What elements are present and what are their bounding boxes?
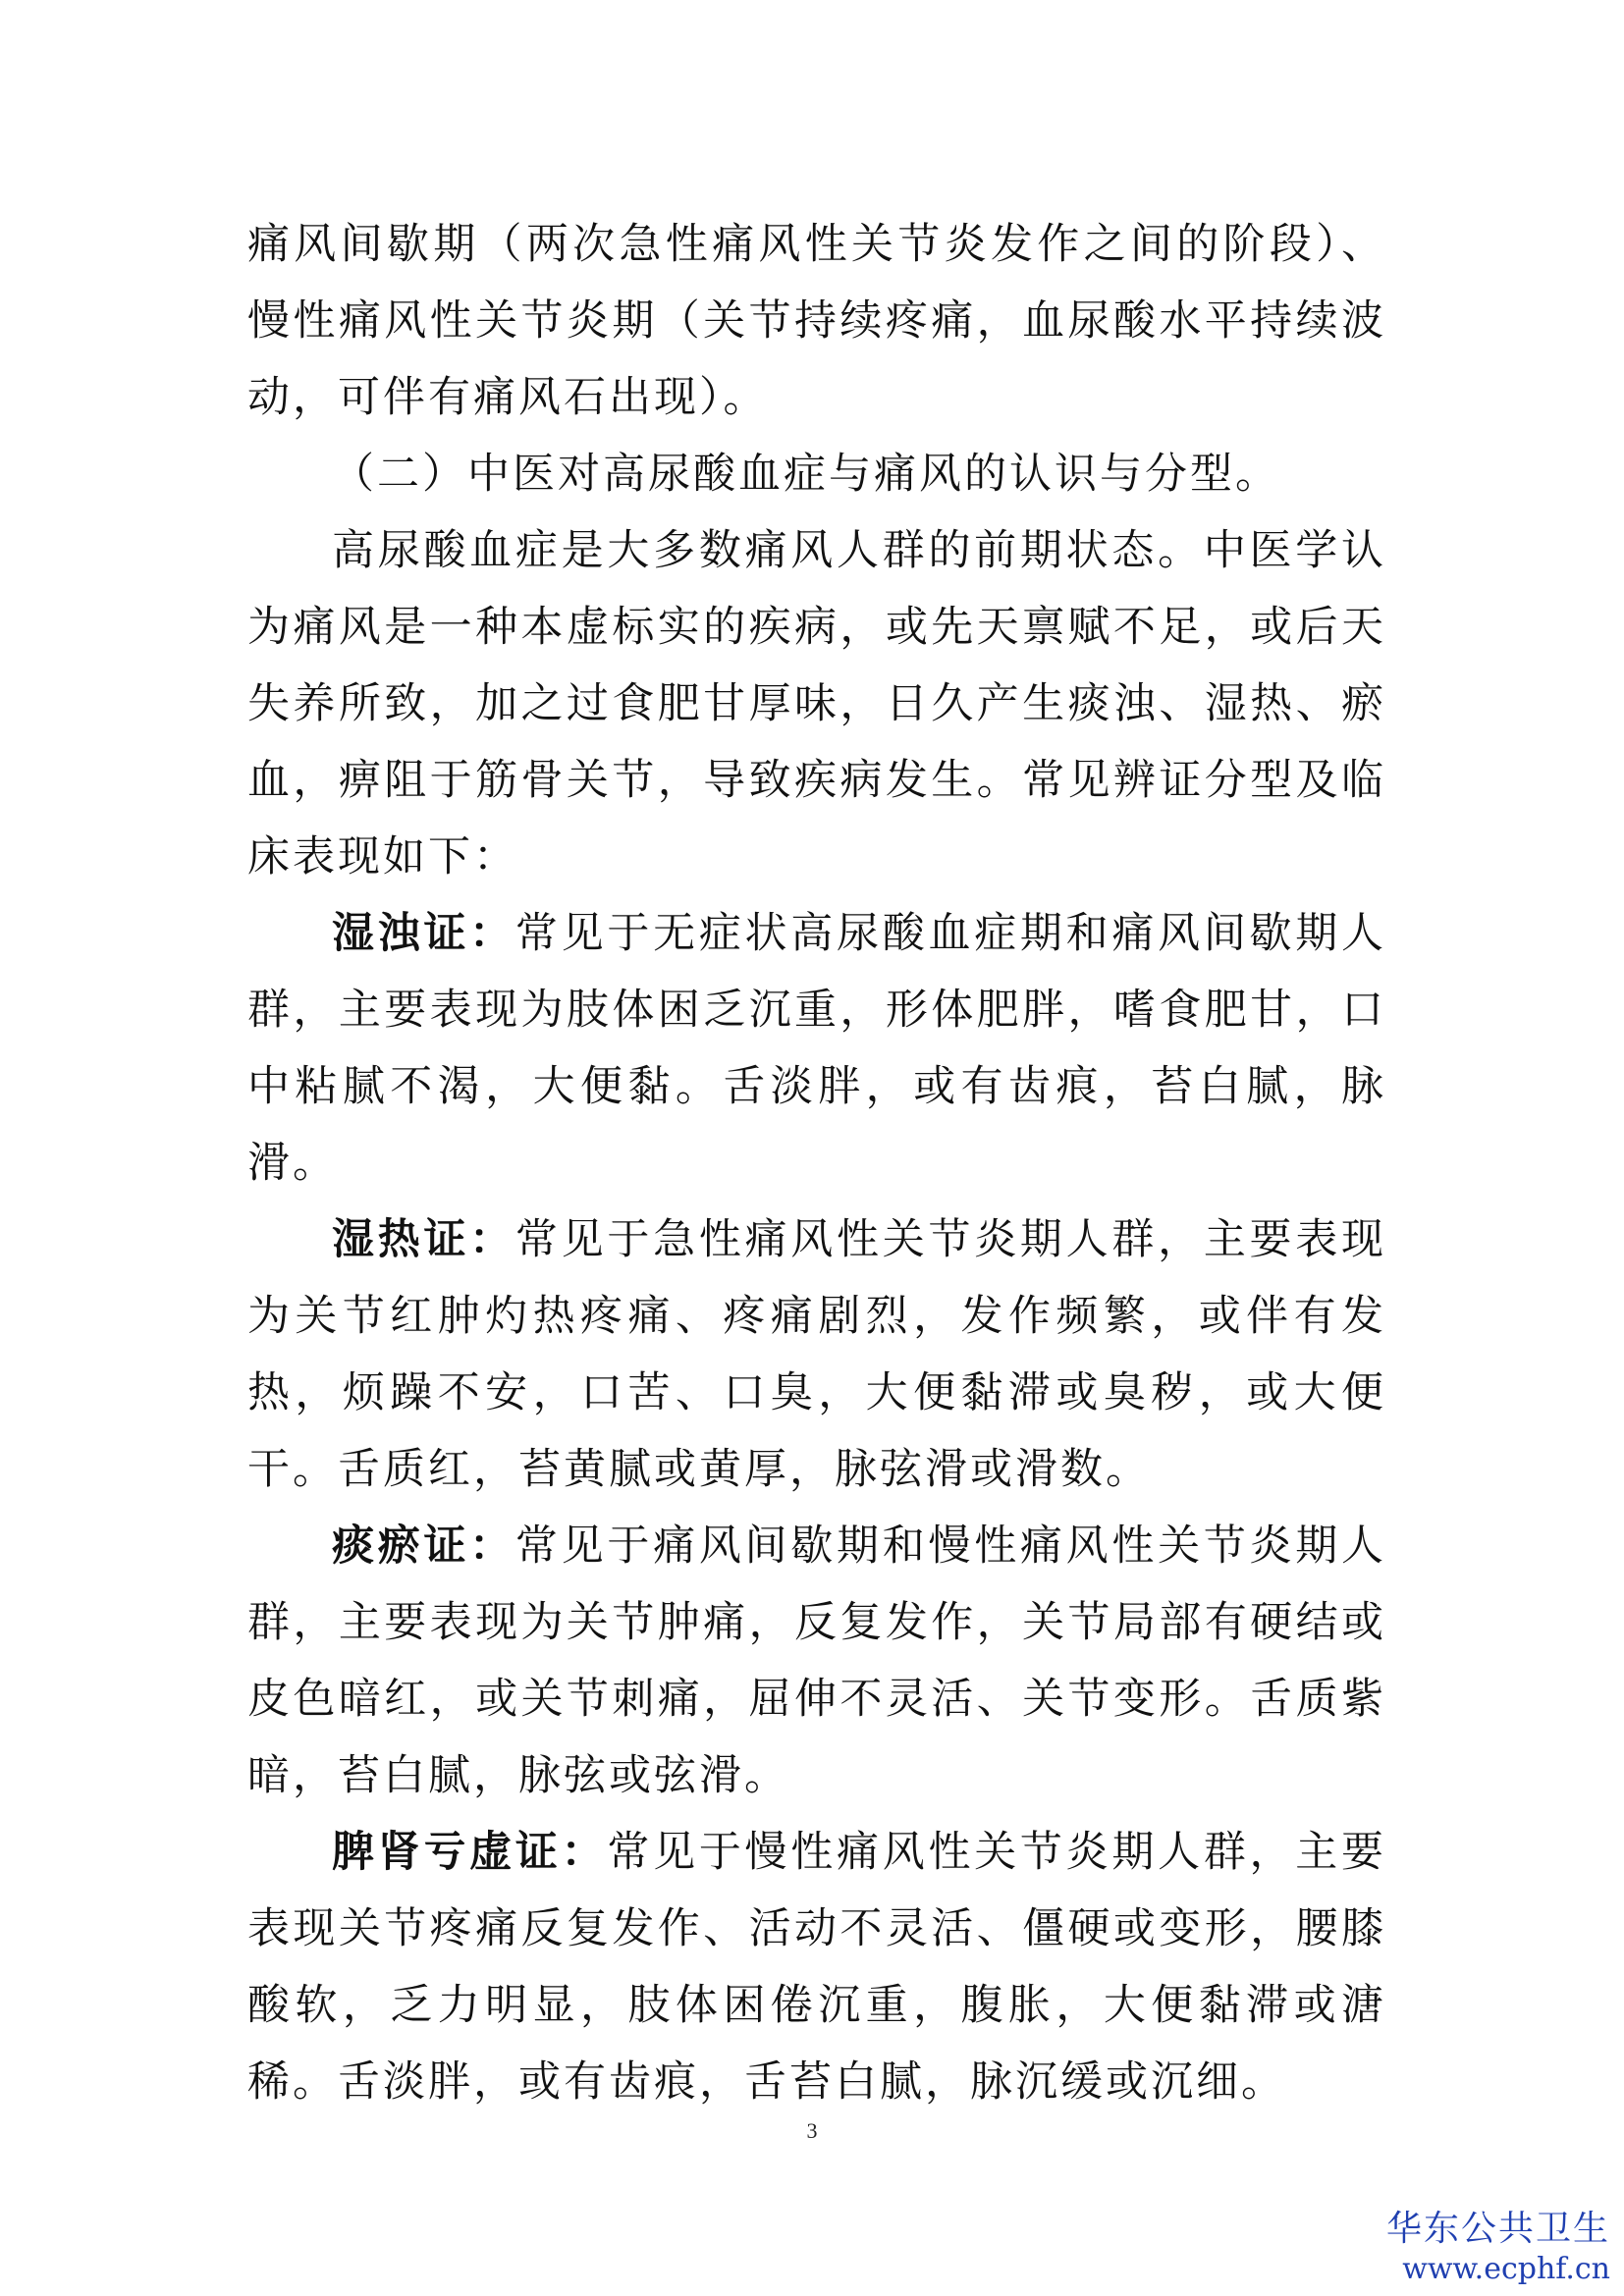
paragraph-shizhuo xyxy=(247,895,1386,1201)
paragraph-text: 常见于无症状高尿酸血症期和痛风间歇期人群，主要表现为肢体困乏沉重，形体肥胖，嗜食肥甘，口中粘腻不渴，大便黏。舌淡胖，或有齿痕，苔白腻，脉滑。 xyxy=(247,909,1387,1188)
paragraph-intro: 高尿酸血症是大多数痛风人群的前期状态。中医学认为痛风是一种本虚标实的疾病，或先天禀赋不足，或后天失养所致，加之过食肥甘厚味，日久产生痰浊、湿热、瘀血，痹阻于筋骨关节，导致疾病发生。常见辨证分型及临床表现如下： xyxy=(247,526,1386,881)
watermark-url: www.ecphf.cn xyxy=(1402,2252,1610,2286)
document-body xyxy=(247,206,1386,2120)
term-label: 脾肾亏虚证： xyxy=(332,1828,608,1877)
paragraph-shire xyxy=(247,1201,1386,1508)
watermark xyxy=(1386,2208,1610,2288)
paragraph-text: 常见于急性痛风性关节炎期人群，主要表现为关节红肿灼热疼痛、疼痛剧烈，发作频繁，或伴有发热，烦躁不安，口苦、口臭，大便黏滞或臭秽，或大便干。舌质红，苔黄腻或黄厚，脉弦滑或滑数。 xyxy=(247,1215,1387,1494)
section-heading: （二）中医对高尿酸血症与痛风的认识与分型。 xyxy=(332,450,1280,499)
paragraph-pishen xyxy=(247,1814,1386,2120)
page-number: 3 xyxy=(806,2118,818,2143)
paragraph-tanyu xyxy=(247,1508,1386,1814)
term-label: 湿热证： xyxy=(332,1215,515,1264)
paragraph-text: 常见于慢性痛风性关节炎期人群，主要表现关节疼痛反复发作、活动不灵活、僵硬或变形，腰膝酸软，乏力明显，肢体困倦沉重，腹胀，大便黏滞或溏稀。舌淡胖，或有齿痕，舌苔白腻，脉沉缓或沉细。 xyxy=(247,1828,1387,2107)
paragraph-continuation: 痛风间歇期（两次急性痛风性关节炎发作之间的阶段）、慢性痛风性关节炎期（关节持续疼痛，血尿酸水平持续波动，可伴有痛风石出现）。 xyxy=(247,220,1386,422)
watermark-name: 华东公共卫生 xyxy=(1385,2209,1610,2249)
term-label: 痰瘀证： xyxy=(332,1522,515,1571)
term-label: 湿浊证： xyxy=(332,909,515,958)
paragraph-text: 常见于痛风间歇期和慢性痛风性关节炎期人群，主要表现为关节肿痛，反复发作，关节局部有硬结或皮色暗红，或关节刺痛，屈伸不灵活、关节变形。舌质紫暗，苔白腻，脉弦或弦滑。 xyxy=(247,1522,1387,1800)
